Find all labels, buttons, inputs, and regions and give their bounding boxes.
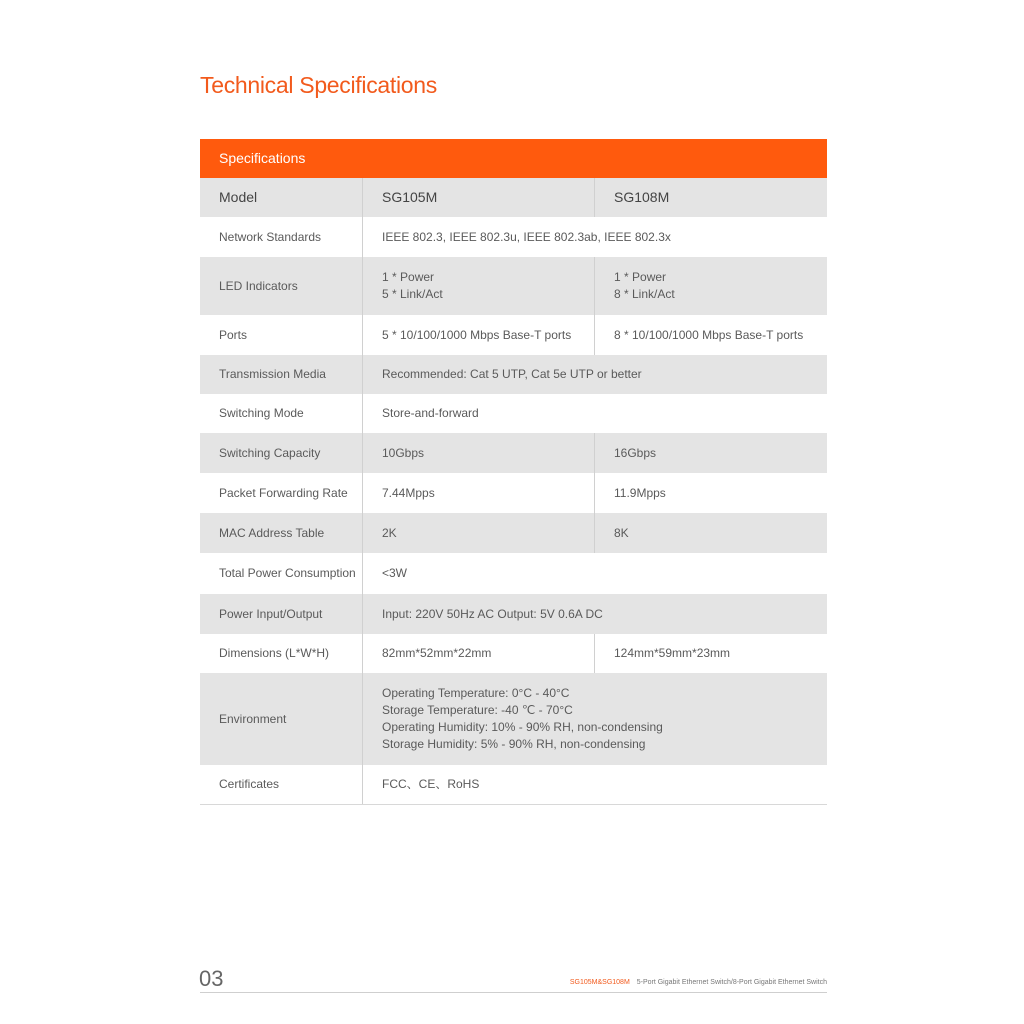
row-value-a: 10Gbps xyxy=(382,445,425,460)
row-value-b: 16Gbps xyxy=(594,433,827,473)
row-value: FCC、CE、RoHS xyxy=(382,777,480,791)
row-value: Input: 220V 50Hz AC Output: 5V 0.6A DC xyxy=(382,606,603,621)
table-header: Specifications xyxy=(200,139,827,178)
table-row-ports xyxy=(200,315,827,355)
table-row-certificates xyxy=(200,765,827,805)
table-row-power-input-output xyxy=(200,594,827,634)
page-number: 03 xyxy=(199,966,224,991)
table-row-network-standards xyxy=(200,217,827,257)
row-value-b: 8K xyxy=(594,513,827,553)
footer-model: SG105M&SG108M xyxy=(569,979,630,986)
row-value: Recommended: Cat 5 UTP, Cat 5e UTP or better xyxy=(382,367,642,381)
row-value: <3W xyxy=(382,566,408,580)
spec-table xyxy=(200,139,827,805)
row-value: Store-and-forward xyxy=(382,406,479,420)
table-row-total-power-consumption xyxy=(200,553,827,594)
footer-description: 5-Port Gigabit Ethernet Switch/8-Port Gigabit Ethernet Switch xyxy=(636,979,827,986)
row-label: Certificates xyxy=(200,765,363,804)
row-value-b: 124mm*59mm*23mm xyxy=(594,634,827,673)
table-row-model xyxy=(200,178,827,217)
row-value-b xyxy=(594,257,827,315)
row-label: Dimensions (L*W*H) xyxy=(200,634,363,673)
row-value-a xyxy=(363,257,594,315)
row-label: Switching Capacity xyxy=(200,433,363,473)
table-row-switching-mode xyxy=(200,394,827,433)
row-label: Transmission Media xyxy=(200,355,363,394)
page-title: Technical Specifications xyxy=(200,72,437,98)
value-line: Operating Temperature: 0°C - 40°C xyxy=(382,686,570,700)
table-row-switching-capacity xyxy=(200,433,827,473)
row-label: Ports xyxy=(200,315,363,355)
row-label: Network Standards xyxy=(200,217,363,257)
row-label: LED Indicators xyxy=(200,257,363,315)
table-row-packet-forwarding-rate xyxy=(200,473,827,513)
value-line: 1 * Power xyxy=(382,270,435,284)
row-value-b: 11.9Mpps xyxy=(594,473,827,513)
table-row-dimensions xyxy=(200,634,827,673)
row-label: Packet Forwarding Rate xyxy=(200,473,363,513)
table-row-led-indicators xyxy=(200,257,827,315)
row-label: MAC Address Table xyxy=(200,513,363,553)
footer-caption xyxy=(570,979,827,986)
row-value-a: 82mm*52mm*22mm xyxy=(382,646,492,660)
value-line: 5 * Link/Act xyxy=(382,287,443,301)
row-label: Switching Mode xyxy=(200,394,363,433)
row-value-b: 8 * 10/100/1000 Mbps Base-T ports xyxy=(594,315,827,355)
value-line: Operating Humidity: 10% - 90% RH, non-condensing xyxy=(382,720,663,734)
row-label: Environment xyxy=(200,673,363,765)
row-label: Total Power Consumption xyxy=(200,553,363,594)
row-label: Power Input/Output xyxy=(200,594,363,634)
table-row-transmission-media xyxy=(200,355,827,394)
value-line: 1 * Power xyxy=(614,270,667,284)
value-line: Storage Humidity: 5% - 90% RH, non-condensing xyxy=(382,737,646,751)
footer-divider xyxy=(200,992,827,993)
row-value: IEEE 802.3, IEEE 802.3u, IEEE 802.3ab, IEEE 802.3x xyxy=(382,229,671,244)
row-label: Model xyxy=(200,178,363,217)
row-value-a: 2K xyxy=(382,525,397,540)
value-line: Storage Temperature: -40 ℃ - 70°C xyxy=(382,703,573,717)
model-b: SG108M xyxy=(594,178,827,217)
row-value xyxy=(363,673,827,765)
model-a: SG105M xyxy=(382,189,438,205)
table-row-environment xyxy=(200,673,827,765)
row-value-a: 7.44Mpps xyxy=(382,485,435,500)
row-value-a: 5 * 10/100/1000 Mbps Base-T ports xyxy=(382,327,572,342)
table-row-mac-address-table xyxy=(200,513,827,553)
value-line: 8 * Link/Act xyxy=(614,287,675,301)
